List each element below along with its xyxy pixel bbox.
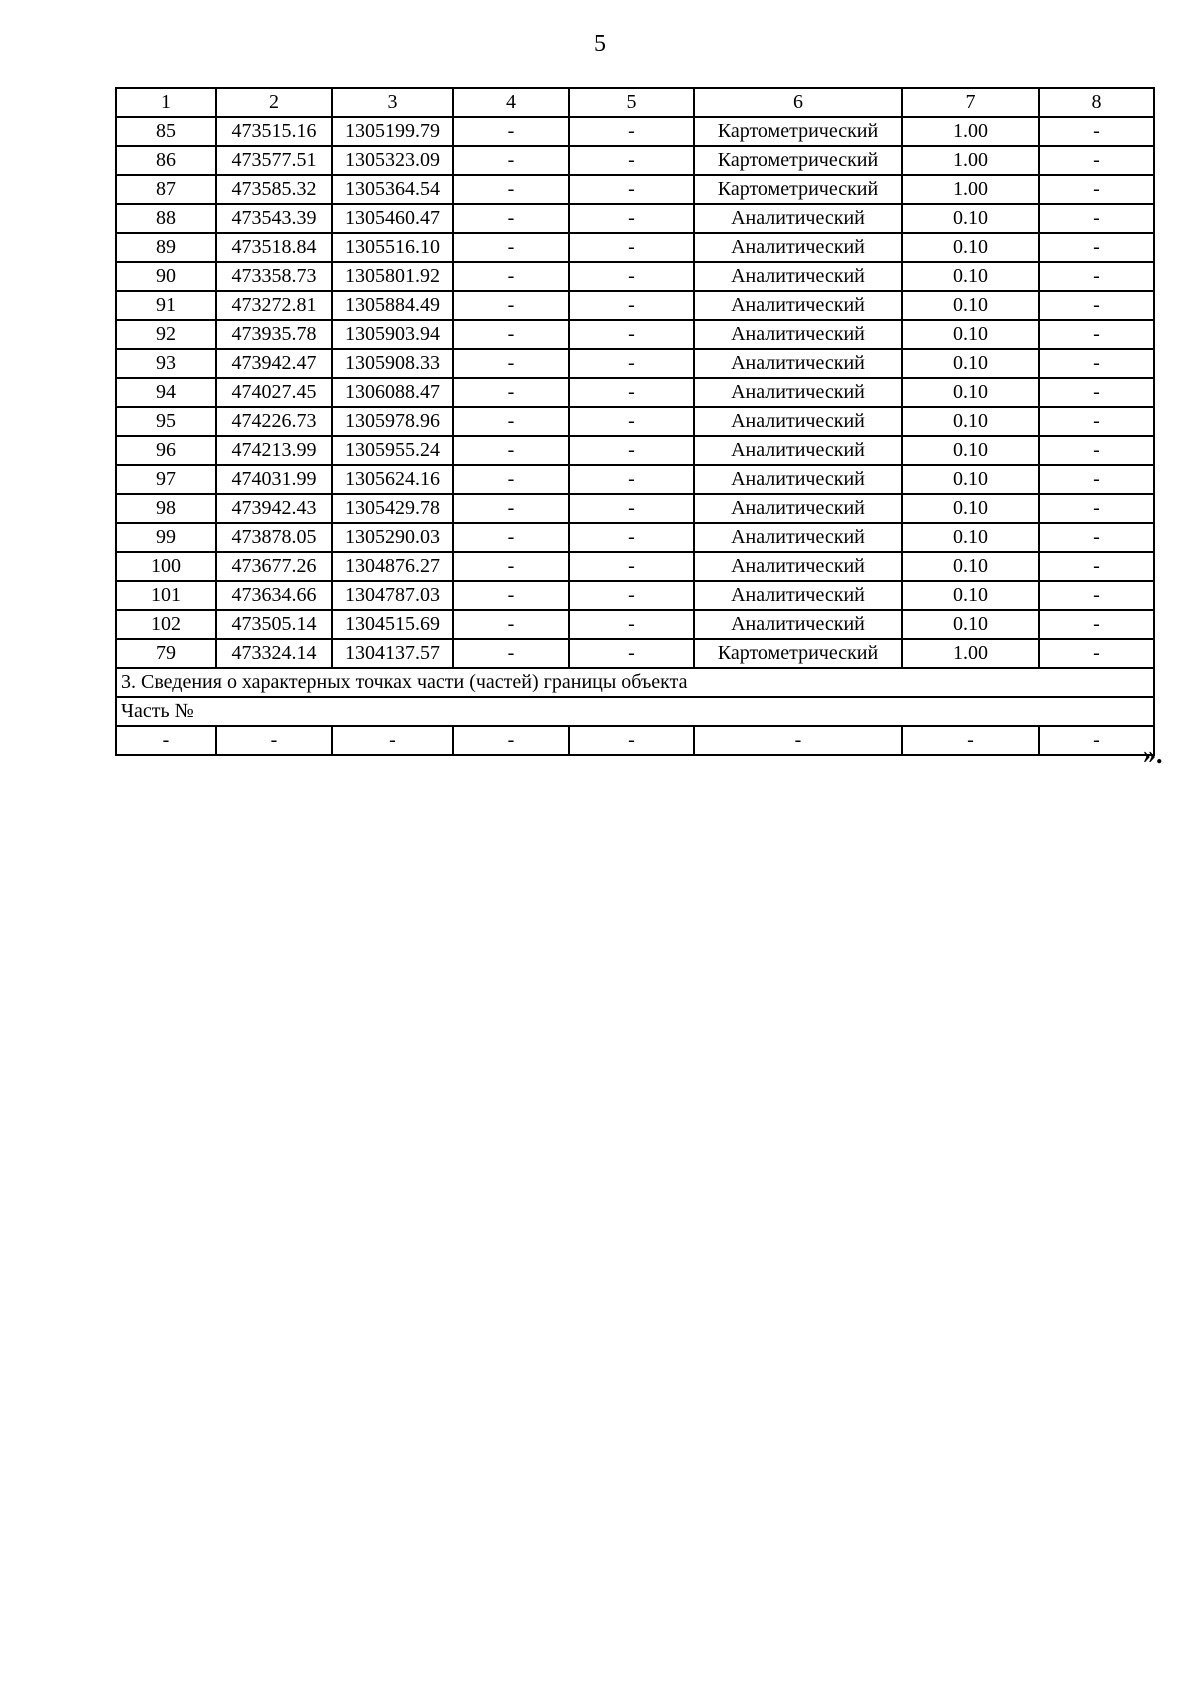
y-coordinate-cell: 1305955.24 <box>332 436 453 465</box>
header-cell-3: 3 <box>332 88 453 117</box>
col-8-value-cell: - <box>1039 233 1154 262</box>
col-4-value-cell: - <box>453 204 569 233</box>
table-row <box>116 146 1154 175</box>
col-5-value-cell: - <box>569 291 694 320</box>
empty-part-row <box>116 726 1154 755</box>
point-number-cell: 92 <box>116 320 216 349</box>
point-number-cell: 87 <box>116 175 216 204</box>
x-coordinate-cell: 473942.47 <box>216 349 332 378</box>
method-cell: Аналитический <box>694 204 902 233</box>
method-cell: Аналитический <box>694 320 902 349</box>
empty-cell: - <box>332 726 453 755</box>
col-5-value-cell: - <box>569 523 694 552</box>
col-5-value-cell: - <box>569 465 694 494</box>
col-4-value-cell: - <box>453 146 569 175</box>
col-8-value-cell: - <box>1039 175 1154 204</box>
section-title: 3. Сведения о характерных точках части (частей) границы объекта <box>116 668 1154 697</box>
accuracy-cell: 0.10 <box>902 349 1039 378</box>
col-5-value-cell: - <box>569 262 694 291</box>
header-cell-4: 4 <box>453 88 569 117</box>
part-number-label: Часть № <box>116 697 1154 726</box>
col-8-value-cell: - <box>1039 494 1154 523</box>
point-number-cell: 95 <box>116 407 216 436</box>
col-8-value-cell: - <box>1039 117 1154 146</box>
col-5-value-cell: - <box>569 581 694 610</box>
x-coordinate-cell: 473634.66 <box>216 581 332 610</box>
col-5-value-cell: - <box>569 378 694 407</box>
x-coordinate-cell: 473942.43 <box>216 494 332 523</box>
x-coordinate-cell: 473505.14 <box>216 610 332 639</box>
accuracy-cell: 0.10 <box>902 233 1039 262</box>
table-row <box>116 407 1154 436</box>
col-8-value-cell: - <box>1039 378 1154 407</box>
col-4-value-cell: - <box>453 465 569 494</box>
point-number-cell: 98 <box>116 494 216 523</box>
method-cell: Картометрический <box>694 117 902 146</box>
method-cell: Аналитический <box>694 581 902 610</box>
table-row <box>116 523 1154 552</box>
point-number-cell: 100 <box>116 552 216 581</box>
accuracy-cell: 1.00 <box>902 117 1039 146</box>
y-coordinate-cell: 1305908.33 <box>332 349 453 378</box>
closing-quote-mark: ». <box>1143 740 1163 769</box>
empty-cell: - <box>1039 726 1154 755</box>
col-5-value-cell: - <box>569 320 694 349</box>
header-cell-8: 8 <box>1039 88 1154 117</box>
col-4-value-cell: - <box>453 349 569 378</box>
col-5-value-cell: - <box>569 407 694 436</box>
point-number-cell: 85 <box>116 117 216 146</box>
col-4-value-cell: - <box>453 262 569 291</box>
point-number-cell: 88 <box>116 204 216 233</box>
col-8-value-cell: - <box>1039 320 1154 349</box>
method-cell: Картометрический <box>694 146 902 175</box>
col-5-value-cell: - <box>569 117 694 146</box>
col-4-value-cell: - <box>453 639 569 668</box>
col-5-value-cell: - <box>569 610 694 639</box>
y-coordinate-cell: 1304787.03 <box>332 581 453 610</box>
accuracy-cell: 0.10 <box>902 465 1039 494</box>
method-cell: Аналитический <box>694 233 902 262</box>
y-coordinate-cell: 1305624.16 <box>332 465 453 494</box>
col-4-value-cell: - <box>453 581 569 610</box>
col-5-value-cell: - <box>569 146 694 175</box>
table-row <box>116 117 1154 146</box>
col-5-value-cell: - <box>569 552 694 581</box>
table-row <box>116 465 1154 494</box>
accuracy-cell: 0.10 <box>902 291 1039 320</box>
col-4-value-cell: - <box>453 291 569 320</box>
accuracy-cell: 0.10 <box>902 523 1039 552</box>
col-5-value-cell: - <box>569 436 694 465</box>
y-coordinate-cell: 1304137.57 <box>332 639 453 668</box>
point-number-cell: 90 <box>116 262 216 291</box>
accuracy-cell: 0.10 <box>902 204 1039 233</box>
x-coordinate-cell: 473878.05 <box>216 523 332 552</box>
point-number-cell: 96 <box>116 436 216 465</box>
y-coordinate-cell: 1306088.47 <box>332 378 453 407</box>
col-8-value-cell: - <box>1039 639 1154 668</box>
empty-cell: - <box>902 726 1039 755</box>
table-row <box>116 436 1154 465</box>
method-cell: Аналитический <box>694 523 902 552</box>
col-5-value-cell: - <box>569 175 694 204</box>
col-4-value-cell: - <box>453 175 569 204</box>
method-cell: Картометрический <box>694 175 902 204</box>
col-4-value-cell: - <box>453 494 569 523</box>
col-4-value-cell: - <box>453 436 569 465</box>
table-row <box>116 494 1154 523</box>
accuracy-cell: 0.10 <box>902 436 1039 465</box>
point-number-cell: 89 <box>116 233 216 262</box>
x-coordinate-cell: 473585.32 <box>216 175 332 204</box>
accuracy-cell: 1.00 <box>902 639 1039 668</box>
table-header-row <box>116 88 1154 117</box>
header-cell-1: 1 <box>116 88 216 117</box>
empty-cell: - <box>116 726 216 755</box>
accuracy-cell: 0.10 <box>902 581 1039 610</box>
table-row <box>116 175 1154 204</box>
x-coordinate-cell: 473358.73 <box>216 262 332 291</box>
y-coordinate-cell: 1305903.94 <box>332 320 453 349</box>
x-coordinate-cell: 473577.51 <box>216 146 332 175</box>
method-cell: Картометрический <box>694 639 902 668</box>
method-cell: Аналитический <box>694 291 902 320</box>
col-5-value-cell: - <box>569 494 694 523</box>
point-number-cell: 79 <box>116 639 216 668</box>
header-cell-5: 5 <box>569 88 694 117</box>
col-5-value-cell: - <box>569 349 694 378</box>
x-coordinate-cell: 473935.78 <box>216 320 332 349</box>
method-cell: Аналитический <box>694 407 902 436</box>
x-coordinate-cell: 474213.99 <box>216 436 332 465</box>
col-8-value-cell: - <box>1039 349 1154 378</box>
page-number: 5 <box>594 31 606 57</box>
empty-cell: - <box>453 726 569 755</box>
y-coordinate-cell: 1305323.09 <box>332 146 453 175</box>
empty-cell: - <box>216 726 332 755</box>
point-number-cell: 97 <box>116 465 216 494</box>
y-coordinate-cell: 1305516.10 <box>332 233 453 262</box>
accuracy-cell: 0.10 <box>902 320 1039 349</box>
table-row <box>116 581 1154 610</box>
table-row <box>116 378 1154 407</box>
table-row <box>116 639 1154 668</box>
table-row <box>116 262 1154 291</box>
accuracy-cell: 0.10 <box>902 610 1039 639</box>
method-cell: Аналитический <box>694 436 902 465</box>
col-4-value-cell: - <box>453 610 569 639</box>
point-number-cell: 91 <box>116 291 216 320</box>
x-coordinate-cell: 474031.99 <box>216 465 332 494</box>
table-body <box>116 117 1154 668</box>
y-coordinate-cell: 1305801.92 <box>332 262 453 291</box>
col-8-value-cell: - <box>1039 146 1154 175</box>
table-row <box>116 291 1154 320</box>
table-row <box>116 233 1154 262</box>
method-cell: Аналитический <box>694 465 902 494</box>
table-row <box>116 552 1154 581</box>
col-8-value-cell: - <box>1039 581 1154 610</box>
y-coordinate-cell: 1305429.78 <box>332 494 453 523</box>
y-coordinate-cell: 1305364.54 <box>332 175 453 204</box>
method-cell: Аналитический <box>694 610 902 639</box>
col-4-value-cell: - <box>453 378 569 407</box>
accuracy-cell: 0.10 <box>902 378 1039 407</box>
section-title-row <box>116 668 1154 697</box>
point-number-cell: 86 <box>116 146 216 175</box>
header-cell-7: 7 <box>902 88 1039 117</box>
part-number-row <box>116 697 1154 726</box>
method-cell: Аналитический <box>694 262 902 291</box>
table-row <box>116 610 1154 639</box>
y-coordinate-cell: 1305978.96 <box>332 407 453 436</box>
col-4-value-cell: - <box>453 552 569 581</box>
accuracy-cell: 0.10 <box>902 494 1039 523</box>
point-number-cell: 94 <box>116 378 216 407</box>
col-4-value-cell: - <box>453 233 569 262</box>
col-4-value-cell: - <box>453 320 569 349</box>
col-8-value-cell: - <box>1039 436 1154 465</box>
col-8-value-cell: - <box>1039 610 1154 639</box>
empty-cell: - <box>694 726 902 755</box>
x-coordinate-cell: 473515.16 <box>216 117 332 146</box>
col-8-value-cell: - <box>1039 407 1154 436</box>
y-coordinate-cell: 1305884.49 <box>332 291 453 320</box>
col-8-value-cell: - <box>1039 523 1154 552</box>
x-coordinate-cell: 473543.39 <box>216 204 332 233</box>
col-5-value-cell: - <box>569 639 694 668</box>
accuracy-cell: 1.00 <box>902 175 1039 204</box>
boundary-points-table <box>115 87 1155 756</box>
accuracy-cell: 0.10 <box>902 552 1039 581</box>
col-8-value-cell: - <box>1039 291 1154 320</box>
x-coordinate-cell: 474226.73 <box>216 407 332 436</box>
y-coordinate-cell: 1305460.47 <box>332 204 453 233</box>
x-coordinate-cell: 473677.26 <box>216 552 332 581</box>
col-5-value-cell: - <box>569 233 694 262</box>
point-number-cell: 99 <box>116 523 216 552</box>
col-4-value-cell: - <box>453 523 569 552</box>
header-cell-2: 2 <box>216 88 332 117</box>
y-coordinate-cell: 1305290.03 <box>332 523 453 552</box>
col-8-value-cell: - <box>1039 262 1154 291</box>
x-coordinate-cell: 473518.84 <box>216 233 332 262</box>
method-cell: Аналитический <box>694 349 902 378</box>
x-coordinate-cell: 473324.14 <box>216 639 332 668</box>
accuracy-cell: 0.10 <box>902 407 1039 436</box>
x-coordinate-cell: 474027.45 <box>216 378 332 407</box>
method-cell: Аналитический <box>694 378 902 407</box>
table-row <box>116 204 1154 233</box>
method-cell: Аналитический <box>694 552 902 581</box>
col-4-value-cell: - <box>453 117 569 146</box>
accuracy-cell: 0.10 <box>902 262 1039 291</box>
x-coordinate-cell: 473272.81 <box>216 291 332 320</box>
y-coordinate-cell: 1304876.27 <box>332 552 453 581</box>
empty-cell: - <box>569 726 694 755</box>
method-cell: Аналитический <box>694 494 902 523</box>
table-row <box>116 320 1154 349</box>
point-number-cell: 102 <box>116 610 216 639</box>
col-8-value-cell: - <box>1039 204 1154 233</box>
col-4-value-cell: - <box>453 407 569 436</box>
accuracy-cell: 1.00 <box>902 146 1039 175</box>
table-row <box>116 349 1154 378</box>
col-5-value-cell: - <box>569 204 694 233</box>
col-8-value-cell: - <box>1039 465 1154 494</box>
point-number-cell: 93 <box>116 349 216 378</box>
y-coordinate-cell: 1305199.79 <box>332 117 453 146</box>
y-coordinate-cell: 1304515.69 <box>332 610 453 639</box>
header-cell-6: 6 <box>694 88 902 117</box>
point-number-cell: 101 <box>116 581 216 610</box>
col-8-value-cell: - <box>1039 552 1154 581</box>
